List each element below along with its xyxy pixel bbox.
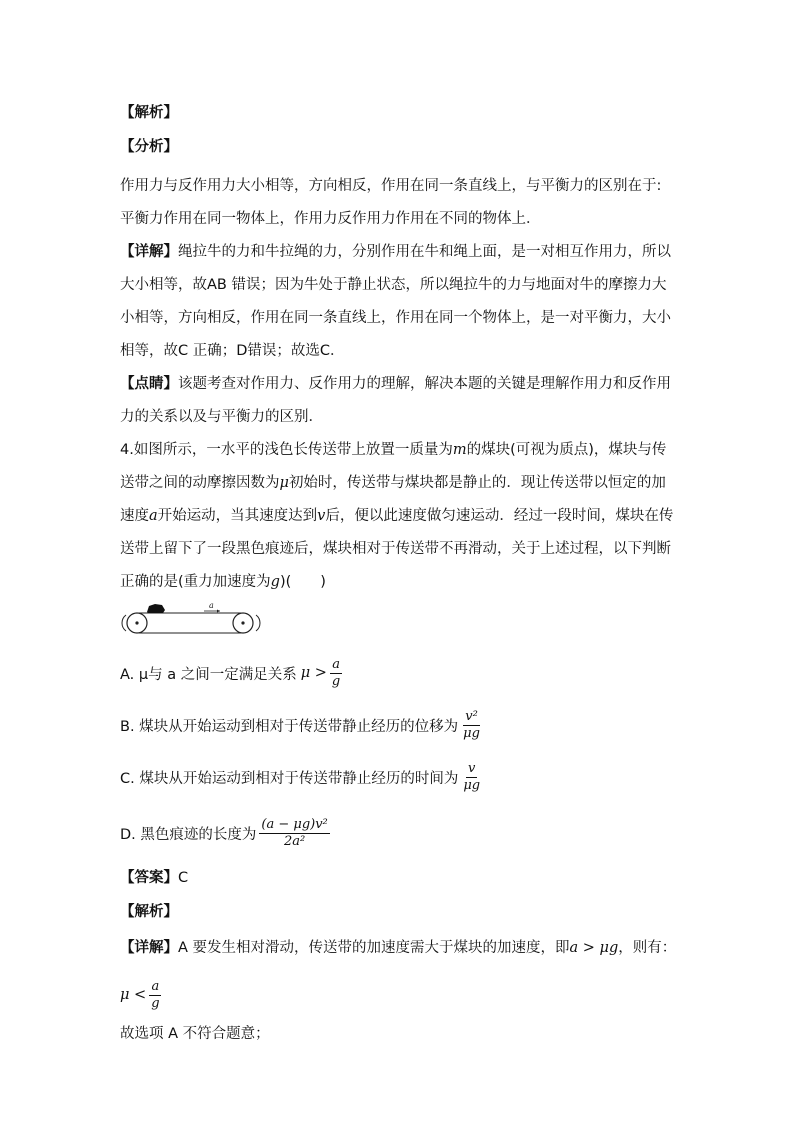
option-c-text: C. 煤块从开始运动到相对于传送带静止经历的时间为 bbox=[120, 770, 459, 787]
option-a-expr: μ > bbox=[300, 665, 327, 681]
inequality-den: g bbox=[151, 995, 160, 1011]
acceleration-arrow-head bbox=[217, 610, 220, 613]
conclusion-line: 故选项 A 不符合题意； bbox=[120, 1026, 270, 1042]
question-text-2: 的煤块(可视为质点)，煤块与传送带之间的动摩擦因数为 bbox=[120, 442, 667, 491]
xiangjie-text: 绳拉牛的力和牛拉绳的力，分别作用在牛和绳上面，是一对相互作用力，所以大小相等，故AB 错误；因为牛处于静止状态，所以绳拉牛的力与地面对牛的摩擦力大小相等，方向相反，作用在同一条直线上，作用在同一个物体上，是一对平衡力，大小相等，故C 正确；D错误；故选C． bbox=[120, 244, 671, 359]
option-b-num: v² bbox=[465, 708, 478, 724]
coal-block bbox=[147, 604, 165, 613]
question-text-5: 后，便以此速度做匀速运动．经过一段时间，煤块在传送带上留下了一段黑色痕迹后，煤块相对于传送带不再滑动，关于上述过程，以下判断正确的是(重力加速度为 bbox=[120, 508, 674, 590]
condition-expr: a > μg bbox=[569, 940, 619, 956]
var-a: a bbox=[149, 508, 158, 524]
answer-value: C bbox=[178, 870, 189, 886]
option-c-num: v bbox=[468, 760, 476, 776]
option-c-den: μg bbox=[463, 777, 481, 793]
question-text-1: 4.如图所示，一水平的浅色长传送带上放置一质量为 bbox=[120, 442, 453, 458]
analysis-heading-2: 【解析】 bbox=[120, 904, 178, 920]
var-v: v bbox=[317, 508, 326, 524]
option-d-den: 2a² bbox=[283, 833, 306, 849]
option-c bbox=[120, 751, 676, 803]
var-g: g bbox=[270, 574, 280, 590]
dianjing-tag: 【点睛】 bbox=[120, 376, 178, 392]
answer-line bbox=[120, 867, 676, 889]
inequality-line bbox=[120, 973, 676, 1017]
option-a-den: g bbox=[331, 673, 341, 689]
option-b-fraction bbox=[461, 709, 482, 742]
option-b-text: B. 煤块从开始运动到相对于传送带静止经历的位移为 bbox=[120, 718, 459, 735]
option-d bbox=[120, 803, 676, 863]
question-text-6: )( ) bbox=[279, 574, 326, 590]
left-pulley-axle bbox=[135, 621, 138, 624]
fenxi-paragraph: 作用力与反作用力大小相等，方向相反，作用在同一条直线上，与平衡力的区别在于: 平衡力作用在同一物体上，作用力反作用力作用在不同的物体上． bbox=[120, 178, 662, 227]
inequality-left: μ < bbox=[120, 987, 147, 1003]
conveyor-belt-diagram bbox=[120, 601, 270, 641]
dianjing-paragraph bbox=[120, 368, 676, 434]
inequality-fraction bbox=[149, 979, 161, 1012]
xiangjie-paragraph bbox=[120, 236, 676, 368]
acceleration-label: a bbox=[209, 601, 214, 610]
conveyor-belt-figure bbox=[120, 601, 676, 641]
option-a-text: A. μ与 a 之间一定满足关系 bbox=[120, 666, 297, 683]
answer-tag: 【答案】 bbox=[120, 870, 178, 886]
question-text-3: 初始时，传送带与煤块都是静止的．现让传送带以恒定的加速度 bbox=[120, 475, 666, 524]
xiangjie-2 bbox=[120, 935, 676, 961]
option-c-fraction bbox=[461, 761, 482, 794]
right-pulley-axle bbox=[241, 621, 244, 624]
var-m: m bbox=[452, 442, 467, 458]
option-d-num: (a − μg)v² bbox=[261, 816, 328, 832]
dianjing-text: 该题考查对作用力、反作用力的理解，解决本题的关键是理解作用力和反作用力的关系以及与平衡力的区别． bbox=[120, 376, 671, 425]
xiangjie-2-tag: 【详解】 bbox=[120, 940, 178, 956]
xiangjie-tag: 【详解】 bbox=[120, 244, 178, 260]
xiangjie-2-tail: ，则有： bbox=[618, 940, 677, 956]
fenxi-heading: 【分析】 bbox=[120, 139, 178, 155]
option-b-den: μg bbox=[463, 725, 480, 741]
option-d-fraction bbox=[259, 817, 329, 850]
xiangjie-2-text: A 要发生相对滑动，传送带的加速度需大于煤块的加速度，即 bbox=[178, 940, 570, 956]
inequality-num: a bbox=[151, 978, 160, 994]
question-text-4: 开始运动，当其速度达到 bbox=[157, 508, 318, 524]
option-d-text: D. 黑色痕迹的长度为 bbox=[120, 826, 257, 843]
option-a-fraction bbox=[330, 657, 342, 690]
document-page bbox=[120, 100, 676, 1057]
option-a bbox=[120, 647, 676, 699]
var-mu: μ bbox=[279, 475, 289, 491]
option-a-num: a bbox=[332, 656, 340, 672]
rotation-arrow-right bbox=[256, 615, 260, 631]
option-b bbox=[120, 699, 676, 751]
rotation-arrow-left bbox=[122, 615, 126, 631]
analysis-heading: 【解析】 bbox=[120, 105, 178, 121]
question-stem bbox=[120, 434, 676, 599]
